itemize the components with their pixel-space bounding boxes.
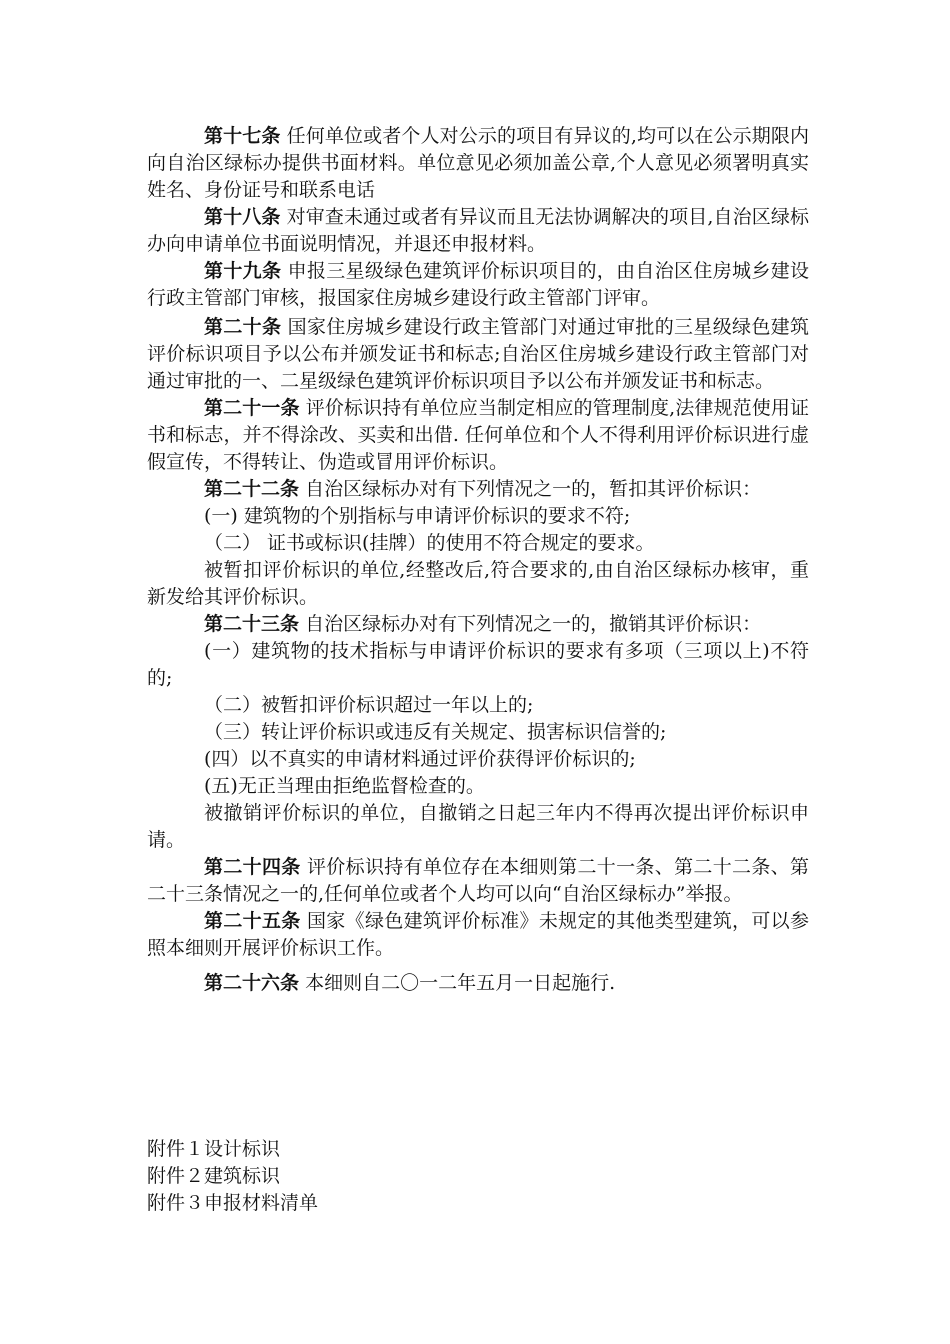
article-17 bbox=[147, 123, 809, 204]
list-item: （三）转让评价标识或违反有关规定、损害标识信誉的; bbox=[204, 721, 667, 743]
article-text: 申报三星级绿色建筑评价标识项目的，由自治区住房城乡建设行政主管部门审核，报国家住房城乡建设行政主管部门评审。 bbox=[147, 260, 809, 309]
article-text: 国家住房城乡建设行政主管部门对通过审批的三星级绿色建筑评价标识项目予以公布并颁发证书和标志;自治区住房城乡建设行政主管部门对通过审批的一、二星级绿色建筑评价标识项目予以公布并颁发证书和标志。 bbox=[147, 316, 809, 392]
list-item: (五)无正当理由拒绝监督检查的。 bbox=[204, 775, 485, 797]
article-number: 第十八条 bbox=[204, 206, 281, 228]
article-19 bbox=[147, 258, 809, 312]
article-number: 第二十一条 bbox=[204, 397, 300, 419]
article-20 bbox=[147, 314, 809, 395]
list-item: （二）被暂扣评价标识超过一年以上的; bbox=[204, 694, 534, 716]
article-24 bbox=[147, 854, 809, 908]
article-number: 第二十五条 bbox=[204, 910, 301, 932]
article-number: 第二十条 bbox=[204, 316, 282, 338]
article-text: 自治区绿标办对有下列情况之一的，撤销其评价标识： bbox=[305, 613, 762, 635]
article-25 bbox=[147, 908, 809, 962]
article-number: 第二十三条 bbox=[204, 613, 300, 635]
list-item: （二） 证书或标识(挂牌）的使用不符合规定的要求。 bbox=[204, 532, 655, 554]
article-text: 评价标识持有单位存在本细则第二十一条、第二十二条、第二十三条情况之一的,任何单位或者个人均可以向“自治区绿标办”举报。 bbox=[147, 856, 809, 905]
attachment-item: 附件２建筑标识 bbox=[147, 1165, 281, 1187]
list-item: (四）以不真实的申请材料通过评价获得评价标识的; bbox=[204, 748, 636, 770]
article-text: 对审查未通过或者有异议而且无法协调解决的项目,自治区绿标办向申请单位书面说明情况，并退还申报材料。 bbox=[147, 206, 809, 255]
attachments-list bbox=[147, 1136, 809, 1217]
article-18 bbox=[147, 204, 809, 258]
attachment-item: 附件３申报材料清单 bbox=[147, 1192, 319, 1214]
article-number: 第十九条 bbox=[204, 260, 282, 282]
article-note: 被暂扣评价标识的单位,经整改后,符合要求的,由自治区绿标办核审，重新发给其评价标识。 bbox=[147, 559, 809, 608]
article-number: 第二十六条 bbox=[204, 972, 300, 994]
document-body bbox=[147, 123, 809, 997]
article-23 bbox=[147, 611, 809, 638]
article-text: 评价标识持有单位应当制定相应的管理制度,法律规范使用证书和标志，并不得涂改、买卖和出借. 任何单位和个人不得利用评价标识进行虚假宣传，不得转让、伪造或冒用评价标识。 bbox=[147, 397, 809, 473]
article-text: 任何单位或者个人对公示的项目有异议的,均可以在公示期限内向自治区绿标办提供书面材料。单位意见必须加盖公章,个人意见必须署明真实姓名、身份证号和联系电话 bbox=[147, 125, 809, 201]
article-text: 自治区绿标办对有下列情况之一的，暂扣其评价标识： bbox=[305, 478, 762, 500]
article-26 bbox=[147, 970, 809, 997]
article-22 bbox=[147, 476, 809, 503]
article-number: 第十七条 bbox=[204, 125, 281, 147]
article-number: 第二十四条 bbox=[204, 856, 301, 878]
article-text: 本细则自二〇一二年五月一日起施行. bbox=[305, 972, 616, 994]
article-text: 国家《绿色建筑评价标准》未规定的其他类型建筑，可以参照本细则开展评价标识工作。 bbox=[147, 910, 809, 959]
list-item: (一) 建筑物的个别指标与申请评价标识的要求不符; bbox=[204, 505, 631, 527]
article-21 bbox=[147, 395, 809, 476]
attachment-item: 附件１设计标识 bbox=[147, 1138, 281, 1160]
article-note: 被撤销评价标识的单位，自撤销之日起三年内不得再次提出评价标识申请。 bbox=[147, 802, 809, 851]
list-item: (一）建筑物的技术指标与申请评价标识的要求有多项（三项以上)不符的; bbox=[147, 640, 809, 689]
article-number: 第二十二条 bbox=[204, 478, 300, 500]
